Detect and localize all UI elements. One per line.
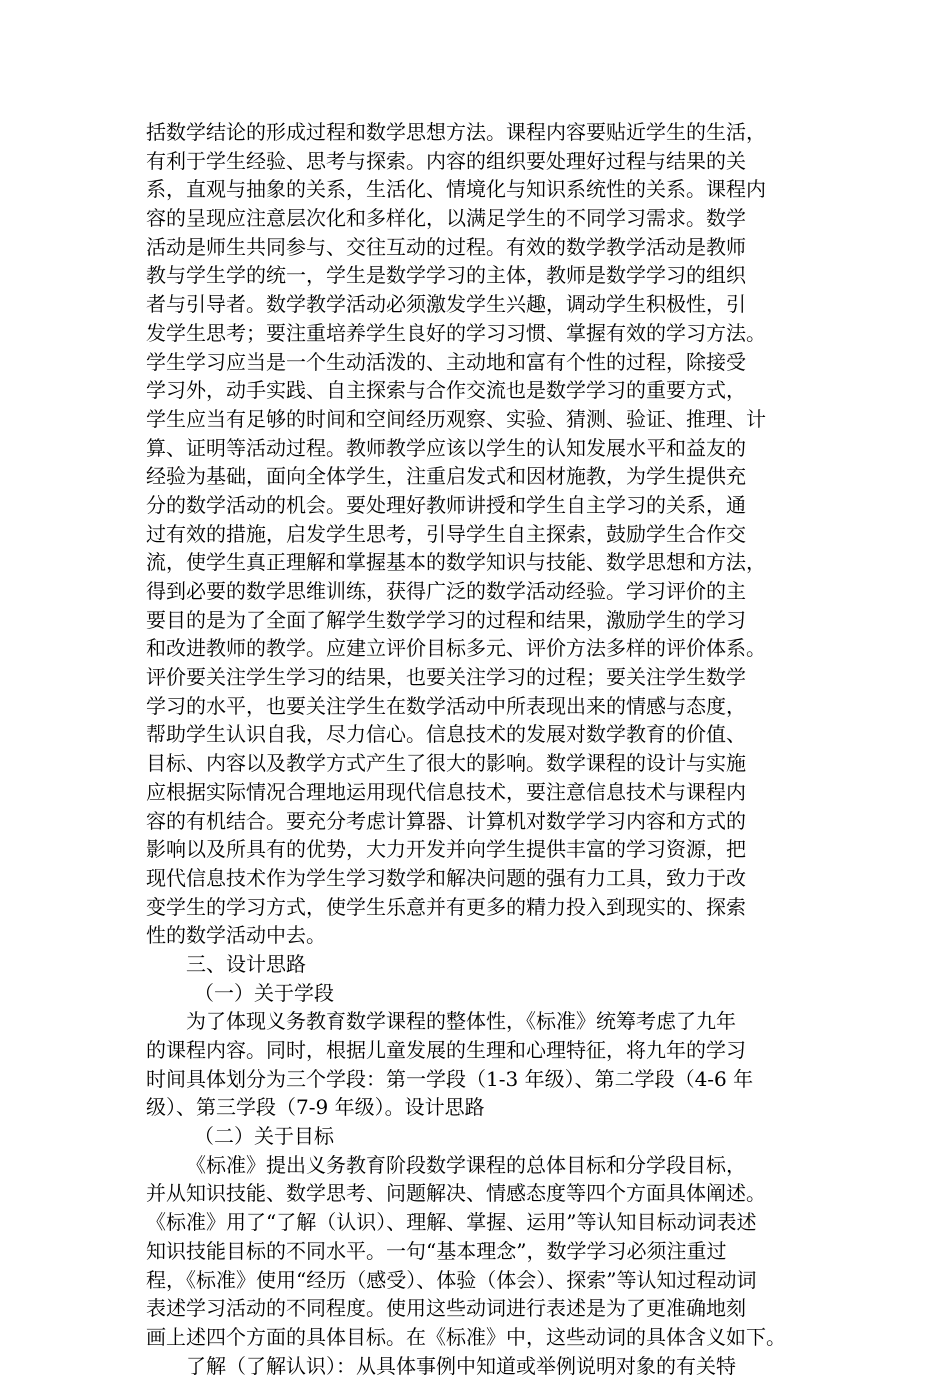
text-line: 并从知识技能、数学思考、问题解决、情感态度等四个方面具体阐述。 [146,1181,766,1206]
text-line: 学习的水平，也要关注学生在数学活动中所表现出来的情感与态度， [146,693,746,718]
text-line: 级）、第三学段（7-9 年级）。设计思路 [146,1095,485,1120]
text-line: 《标准》用了“了解（认识）、理解、掌握、运用”等认知目标动词表述 [146,1210,757,1235]
text-line: 影响以及所具有的优势，大力开发并向学生提供丰富的学习资源，把 [146,837,746,862]
section-heading: 三、设计思路 [186,951,306,976]
text-line: 学习外，动手实践、自主探索与合作交流也是数学学习的重要方式， [146,378,746,403]
text-line: 流，使学生真正理解和掌握基本的数学知识与技能、数学思想和方法， [146,550,766,575]
text-line: 教与学生学的统一，学生是数学学习的主体，教师是数学学习的组织 [146,263,746,288]
text-line: 《标准》提出义务教育阶段数学课程的总体目标和分学段目标， [186,1152,746,1177]
text-line: 发学生思考；要注重培养学生良好的学习习惯、掌握有效的学习方法。 [146,320,766,345]
text-line: 的课程内容。同时，根据儿童发展的生理和心理特征，将九年的学习 [146,1038,746,1062]
text-line: 评价要关注学生学习的结果，也要关注学习的过程；要关注学生数学 [146,665,746,690]
text-line: 应根据实际情况合理地运用现代信息技术，要注意信息技术与课程内 [146,779,746,804]
text-line: 目标、内容以及教学方式产生了很大的影响。数学课程的设计与实施 [146,751,746,776]
subsection-heading: （一）关于学段 [194,980,334,1005]
document-body [146,118,818,1380]
text-line: 画上述四个方面的具体目标。在《标准》中，这些动词的具体含义如下。 [146,1324,786,1349]
text-line: 者与引导者。数学教学活动必须激发学生兴趣，调动学生积极性，引 [146,292,746,317]
text-line: 现代信息技术作为学生学习数学和解决问题的强有力工具，致力于改 [146,865,746,890]
text-line: 得到必要的数学思维训练，获得广泛的数学活动经验。学习评价的主 [146,579,746,603]
subsection-heading: （二）关于目标 [194,1124,334,1149]
text-line: 帮助学生认识自我，尽力信心。信息技术的发展对数学教育的价值、 [146,722,746,747]
text-line: 表述学习活动的不同程度。使用这些动词进行表述是为了更准确地刻 [146,1296,746,1321]
text-line: 了解（了解认识）：从具体事例中知道或举例说明对象的有关特 [186,1353,736,1378]
text-line: 变学生的学习方式，使学生乐意并有更多的精力投入到现实的、探索 [146,894,746,919]
text-line: 过有效的措施，启发学生思考，引导学生自主探索，鼓励学生合作交 [146,521,746,546]
text-line: 算、证明等活动过程。教师教学应该以学生的认知发展水平和益友的 [146,435,746,460]
text-line: 活动是师生共同参与、交往互动的过程。有效的数学教学活动是教师 [146,234,746,259]
text-line: 学生学习应当是一个生动活泼的、主动地和富有个性的过程，除接受 [146,349,746,374]
text-line: 容的有机结合。要充分考虑计算器、计算机对数学学习内容和方式的 [146,808,746,833]
text-line: 程，《标准》使用“经历（感受）、体验（体会）、探索”等认知过程动词 [146,1267,757,1292]
text-line: 为了体现义务教育数学课程的整体性，《标准》统筹考虑了九年 [186,1009,736,1034]
text-line: 时间具体划分为三个学段：第一学段（1-3 年级）、第二学段（4-6 年 [146,1066,754,1091]
text-line: 容的呈现应注意层次化和多样化，以满足学生的不同学习需求。数学 [146,206,746,231]
text-line: 括数学结论的形成过程和数学思想方法。课程内容要贴近学生的生活， [146,120,766,144]
text-line: 有利于学生经验、思考与探索。内容的组织要处理好过程与结果的关 [146,148,746,173]
text-line: 性的数学活动中去。 [146,923,326,948]
text-line: 知识技能目标的不同水平。一句“基本理念”，数学学习必须注重过 [146,1238,727,1263]
text-line: 要目的是为了全面了解学生数学学习的过程和结果，激励学生的学习 [146,607,746,632]
text-line: 系，直观与抽象的关系，生活化、情境化与知识系统性的关系。课程内 [146,177,766,202]
text-line: 分的数学活动的机会。要处理好教师讲授和学生自主学习的关系，通 [146,492,746,517]
text-line: 学生应当有足够的时间和空间经历观察、实验、猜测、验证、推理、计 [146,406,766,431]
text-line: 和改进教师的教学。应建立评价目标多元、评价方法多样的评价体系。 [146,636,766,661]
text-line: 经验为基础，面向全体学生，注重启发式和因材施教，为学生提供充 [146,464,746,489]
